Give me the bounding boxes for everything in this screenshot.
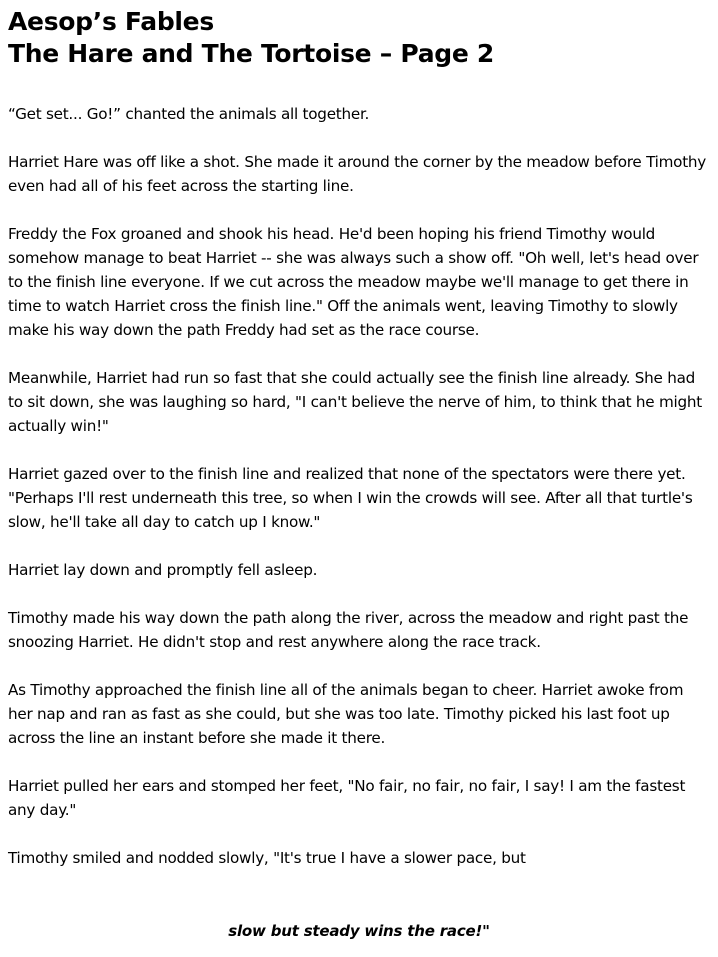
story-moral: slow but steady wins the race!" xyxy=(228,922,490,940)
paragraph-4: Meanwhile, Harriet had run so fast that she could actually see the finish line already. She had to sit down, she was laughing so hard, "I can't believe the nerve of him, to think that he might actually win!" xyxy=(8,369,702,435)
paragraph-1: “Get set... Go!” chanted the animals all together. xyxy=(8,105,370,123)
story-body xyxy=(8,102,712,870)
paragraph-2: Harriet Hare was off like a shot. She made it around the corner by the meadow before Timothy even had all of his feet across the starting line. xyxy=(8,153,707,195)
paragraph-5: Harriet gazed over to the finish line and realized that none of the spectators were there yet. "Perhaps I'll rest underneath this tree, so when I win the crowds will see. After all that turtle's slow, he'll take all day to catch up I know." xyxy=(8,465,693,531)
paragraph-8: As Timothy approached the finish line all of the animals began to cheer. Harriet awoke from her nap and ran as fast as she could, but she was too late. Timothy picked his last foot up across the line an instant before she made it there. xyxy=(8,681,684,747)
title-line-series: Aesop’s Fables xyxy=(8,7,214,36)
paragraph-10: Timothy smiled and nodded slowly, "It's true I have a slower pace, but xyxy=(8,849,526,867)
paragraph-7: Timothy made his way down the path along the river, across the meadow and right past the snoozing Harriet. He didn't stop and rest anywhere along the race track. xyxy=(8,609,689,651)
paragraph-3: Freddy the Fox groaned and shook his head. He'd been hoping his friend Timothy would somehow manage to beat Harriet -- she was always such a show off. "Oh well, let's head over to the finish line everyone. If we cut across the meadow maybe we'll manage to get there in time to watch Harriet cross the finish line." Off the animals went, leaving Timothy to slowly make his way down the path Freddy had set as the race course. xyxy=(8,225,699,339)
story-page xyxy=(8,6,712,894)
page-title xyxy=(8,6,712,70)
paragraph-9: Harriet pulled her ears and stomped her feet, "No fair, no fair, no fair, I say! I am the fastest any day." xyxy=(8,777,686,819)
paragraph-6: Harriet lay down and promptly fell asleep. xyxy=(8,561,318,579)
title-line-story: The Hare and The Tortoise – Page 2 xyxy=(8,39,495,68)
